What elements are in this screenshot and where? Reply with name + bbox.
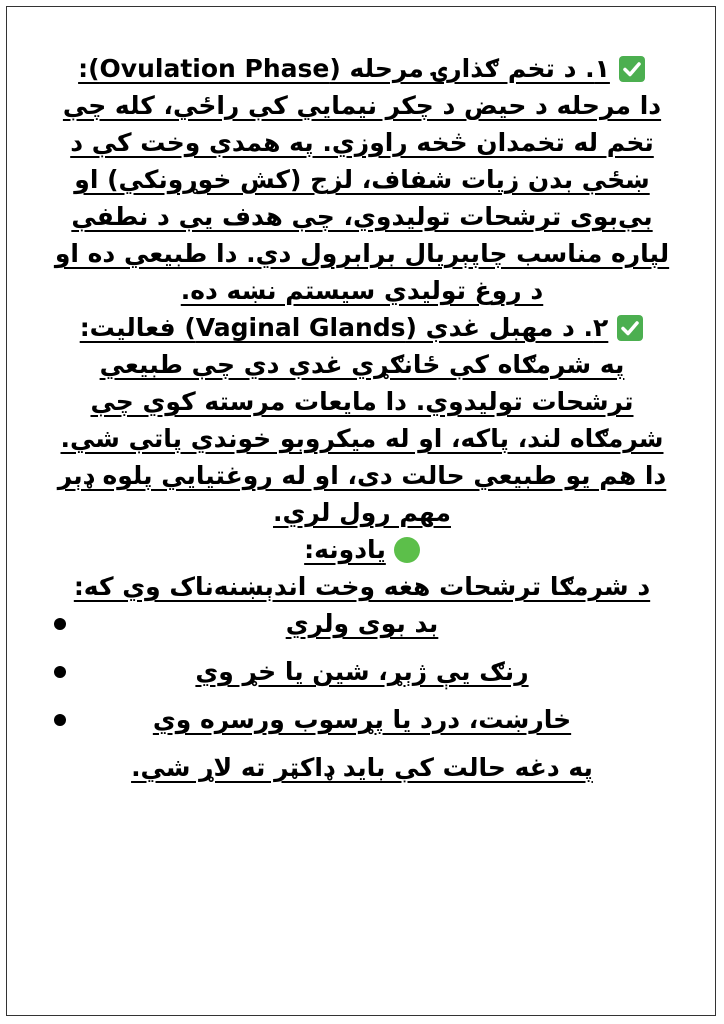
section1-line-3: ښځې بدن زيات شفاف، لزج (کش خوړونکي) او (74, 165, 650, 194)
check-icon (616, 314, 644, 342)
section2-line-1: په شرمګاه کې ځانګړي غدې دي چې طبيعي (99, 350, 625, 379)
section1-line-2: تخم له تخمدان څخه راوزي. په همدې وخت کې د (70, 128, 654, 157)
note-heading: يادونه: (304, 535, 386, 564)
check-icon (618, 55, 646, 83)
section2-line-2: ترشحات توليدوي. دا مايعات مرسته کوي چې (90, 387, 634, 416)
bullet-icon (54, 666, 66, 678)
section2-heading-row (14, 313, 710, 343)
list-item (14, 705, 710, 735)
section1-line-1: دا مرحله د حيض د چکر نيمايي کې راځي، کله چې (62, 91, 662, 120)
section1-heading: ١. د تخم ګذارۍ مرحله (Ovulation Phase): (78, 54, 610, 83)
list-item (14, 609, 710, 639)
section2-line-3: شرمګاه لند، پاکه، او له ميکروبو خوندي پاتې شي. (60, 424, 664, 453)
note-closing: په دغه حالت کې بايد ډاکټر ته لاړ شي. (131, 753, 593, 782)
note-intro: د شرمګا ترشحات هغه وخت اندېښنه‌ناک وي که: (73, 572, 651, 601)
section1-line-6: د روغ توليدي سيستم نښه ده. (180, 276, 544, 305)
bullet-text: بد بوی ولري (285, 609, 439, 638)
section1-line-4: بې‌بوی ترشحات توليدوي، چې هدف يې د نطفې (71, 202, 653, 231)
green-dot-icon (394, 537, 420, 563)
section1-heading-row (14, 54, 710, 84)
note-heading-row (14, 535, 710, 565)
section2-heading: ٢. د مهبل غدې (Vaginal Glands) فعاليت: (79, 313, 609, 342)
list-item (14, 657, 710, 687)
section1-line-5: لپاره مناسب چاپېريال برابرول دي. دا طبيعي ده او (54, 239, 670, 268)
bullet-text: خارښت، درد يا پړسوب ورسره وي (152, 705, 572, 734)
section2-line-5: مهم رول لري. (273, 498, 451, 527)
bullet-icon (54, 618, 66, 630)
bullet-icon (54, 714, 66, 726)
bullet-text: رنګ يې ژېړ، شين يا خړ وي (195, 657, 529, 686)
document-body (14, 54, 710, 790)
section2-line-4: دا هم يو طبيعي حالت دی، او له روغتيايي پلوه ډېر (57, 461, 667, 490)
